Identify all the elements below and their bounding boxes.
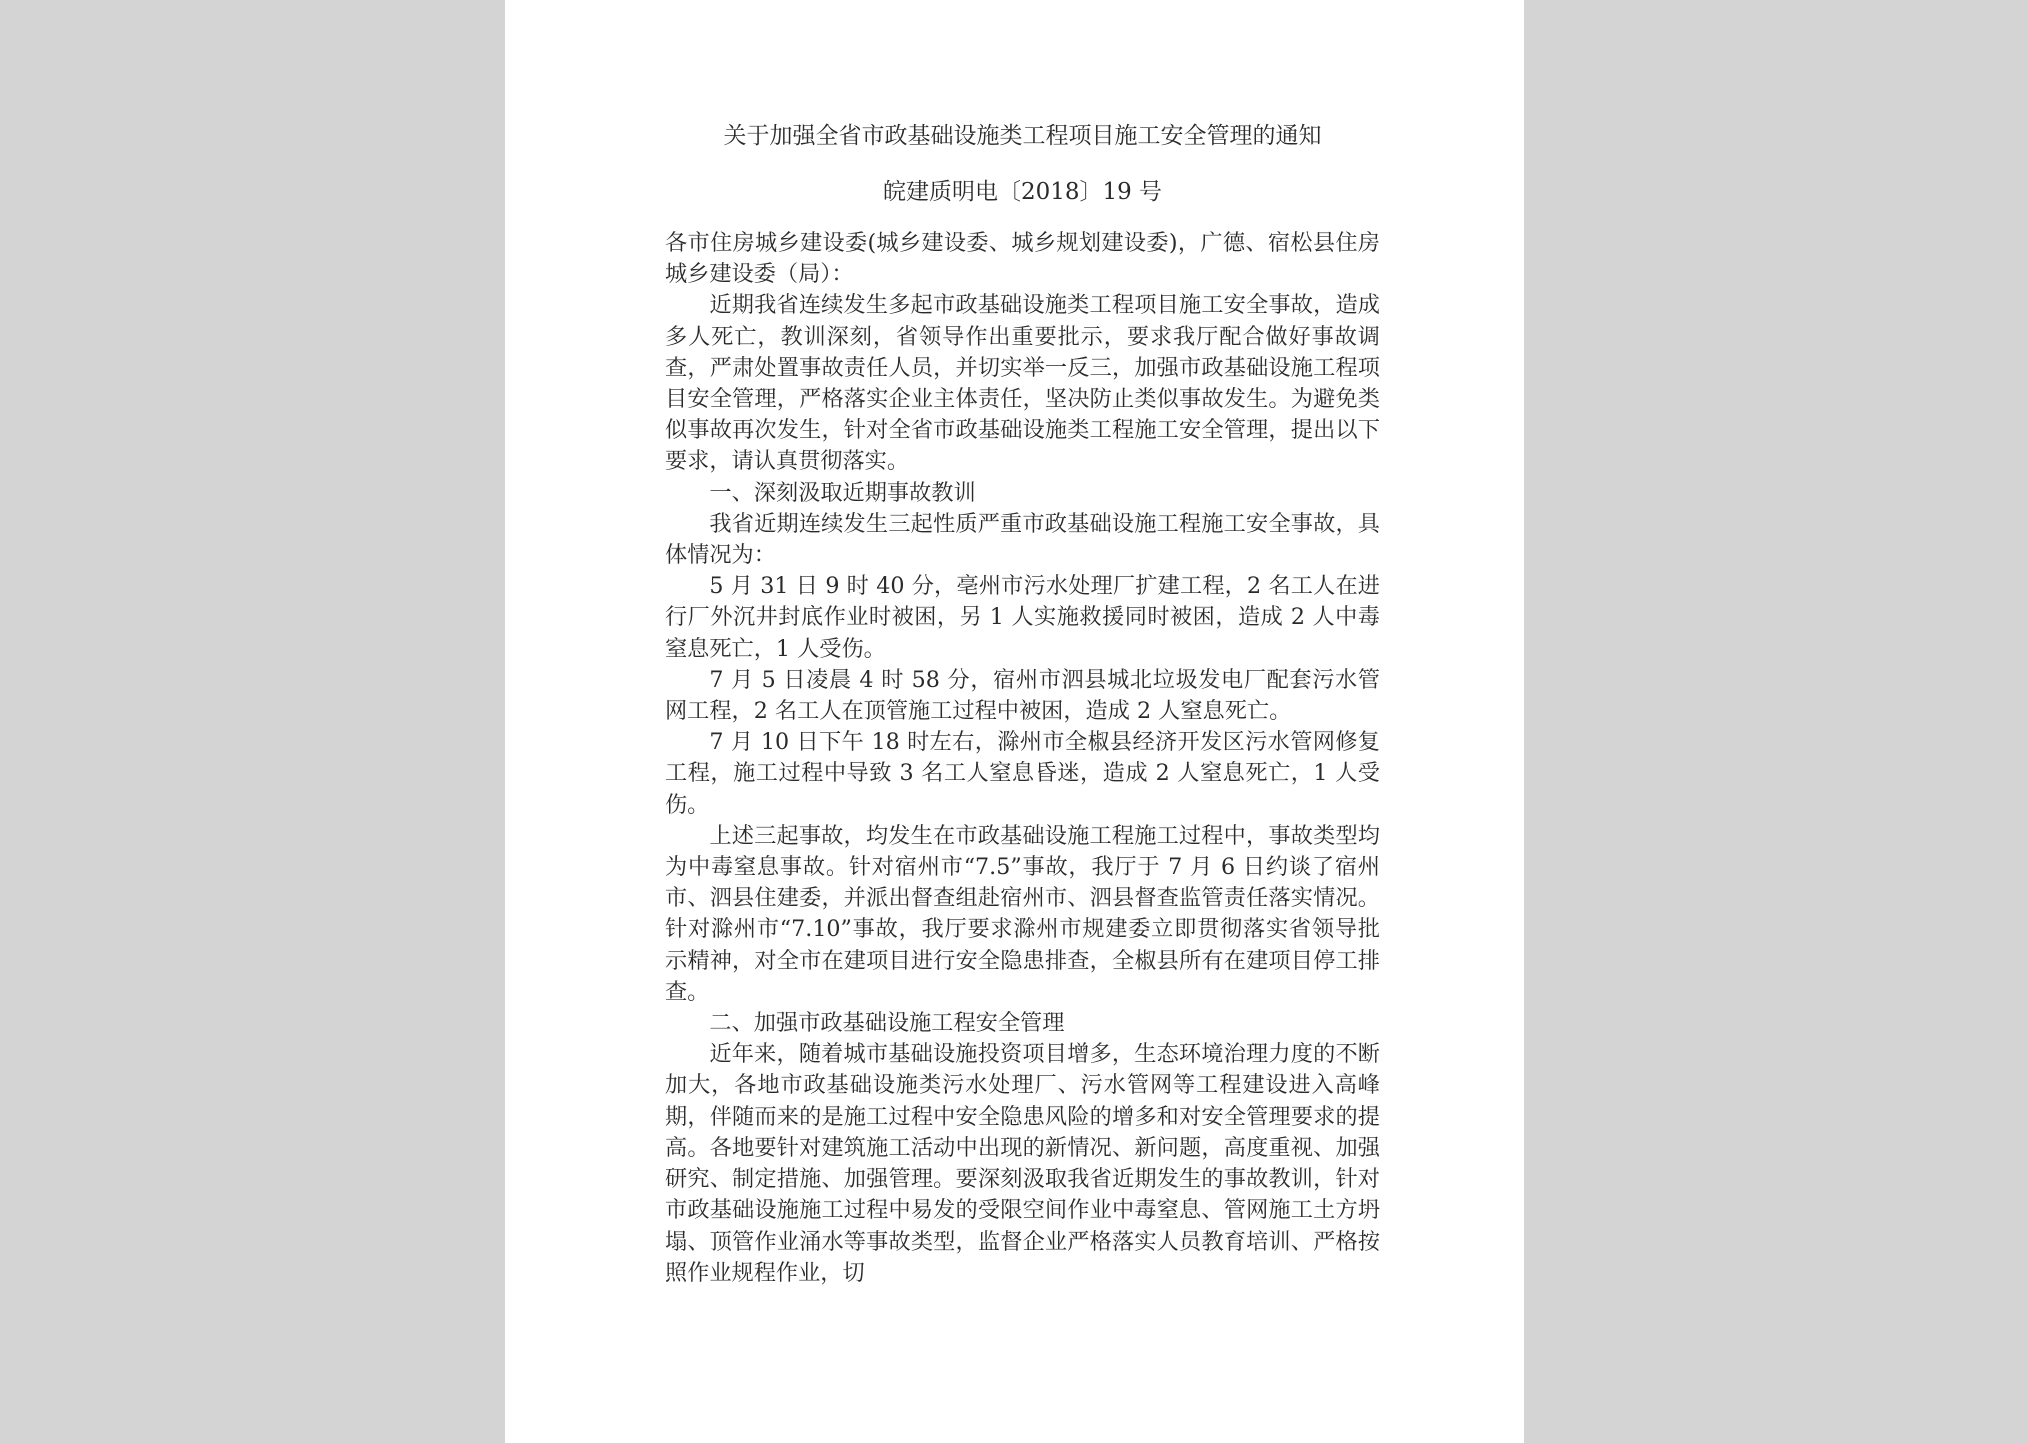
document-page [505, 0, 1524, 1443]
document-title: 关于加强全省市政基础设施类工程项目施工安全管理的通知 [723, 123, 1322, 149]
incident-paragraph-2: 7 月 5 日凌晨 4 时 58 分，宿州市泗县城北垃圾发电厂配套污水管网工程，2 名工人在顶管施工过程中被困，造成 2 人窒息死亡。 [665, 666, 1380, 725]
section-heading-2: 二、加强市政基础设施工程安全管理 [709, 1010, 1065, 1037]
incident-paragraph-3: 7 月 10 日下午 18 时左右，滁州市全椒县经济开发区污水管网修复工程，施工过程中导致 3 名工人窒息昏迷，造成 2 人窒息死亡，1 人受伤。 [665, 729, 1380, 818]
document-content [665, 118, 1380, 1289]
intro-paragraph: 近期我省连续发生多起市政基础设施类工程项目施工安全事故，造成多人死亡，教训深刻，省领导作出重要批示，要求我厅配合做好事故调查，严肃处置事故责任人员，并切实举一反三，加强市政基础设施工程项目安全管理，严格落实企业主体责任，坚决防止类似事故发生。为避免类似事故再次发生，针对全省市政基础设施类工程施工安全管理，提出以下要求，请认真贯彻落实。 [665, 292, 1380, 475]
summary-paragraph: 上述三起事故，均发生在市政基础设施工程施工过程中，事故类型均为中毒窒息事故。针对宿州市“7.5”事故，我厅于 7 月 6 日约谈了宿州市、泗县住建委，并派出督查组赴宿州市、泗县督查监管责任落实情况。针对滁州市“7.10”事故，我厅要求滁州市规建委立即贯彻落实省领导批示精神，对全市在建项目进行安全隐患排查，全椒县所有在建项目停工排查。 [665, 822, 1380, 1005]
body-paragraph: 我省近期连续发生三起性质严重市政基础设施工程施工安全事故，具体情况为： [665, 510, 1380, 569]
salutation-paragraph: 各市住房城乡建设委(城乡建设委、城乡规划建设委)，广德、宿松县住房城乡建设委（局）： [665, 230, 1380, 288]
document-body [665, 228, 1380, 1289]
body-paragraph: 近年来，随着城市基础设施投资项目增多，生态环境治理力度的不断加大，各地市政基础设施类污水处理厂、污水管网等工程建设进入高峰期，伴随而来的是施工过程中安全隐患风险的增多和对安全管理要求的提高。各地要针对建筑施工活动中出现的新情况、新问题，高度重视、加强研究、制定措施、加强管理。要深刻汲取我省近期发生的事故教训，针对市政基础设施施工过程中易发的受限空间作业中毒窒息、管网施工土方坍塌、顶管作业涌水等事故类型，监督企业严格落实人员教育培训、严格按照作业规程作业，切 [665, 1041, 1380, 1286]
incident-paragraph-1: 5 月 31 日 9 时 40 分，亳州市污水处理厂扩建工程，2 名工人在进行厂外沉井封底作业时被困，另 1 人实施救援同时被困，造成 2 人中毒窒息死亡，1 人受伤。 [665, 573, 1380, 662]
section-heading-1: 一、深刻汲取近期事故教训 [709, 479, 976, 506]
document-number: 皖建质明电〔2018〕19 号 [882, 179, 1163, 205]
